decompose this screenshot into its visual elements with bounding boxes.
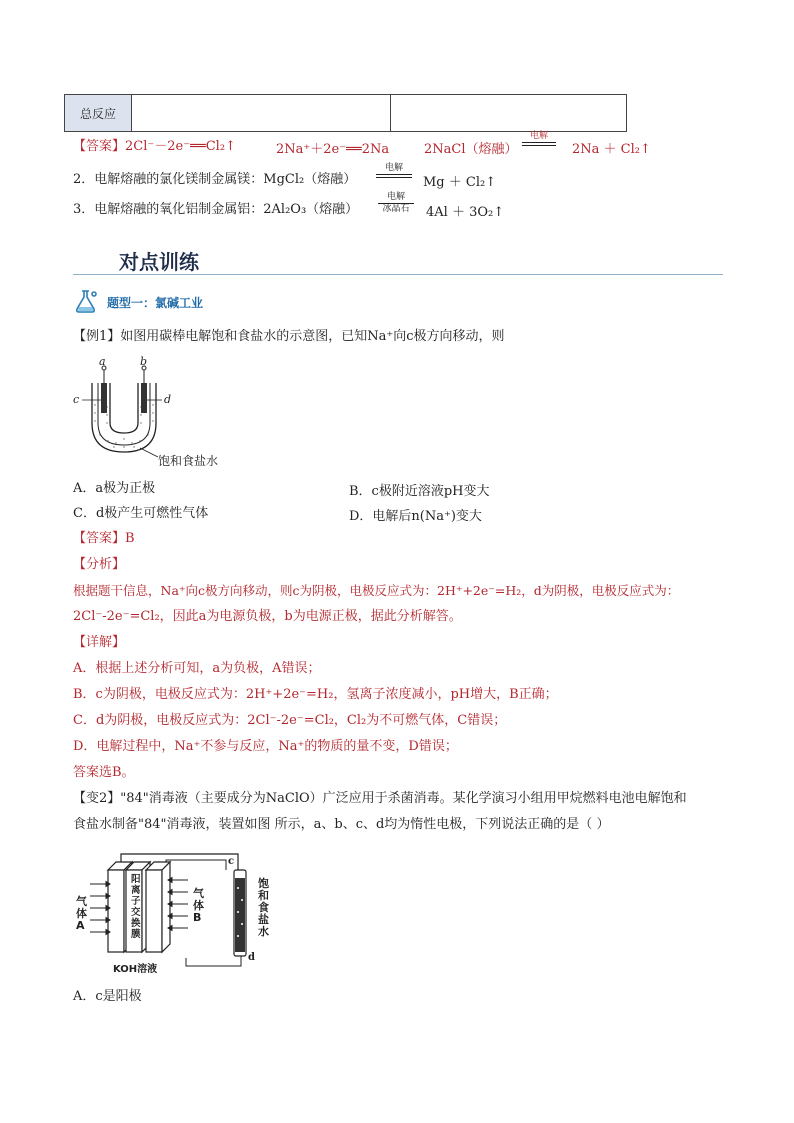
flask-icon [72,288,100,314]
option-b: B．c极附近溶液pH变大 [349,484,490,499]
answer-tag: 【答案】 [73,139,126,154]
conclusion: 答案选B。 [73,765,135,780]
fuel-cell-svg [76,848,276,976]
item-2-text: 2．电解熔融的氯化镁制金属镁：MgCl₂（熔融） [73,172,357,187]
variant-2-line1: 【变2】"84"消毒液（主要成分为NaClO）广泛应用于杀菌消毒。某化学演习小组用甲烷燃料电池电解饱和 [73,791,687,806]
item-3-text: 3．电解熔融的氧化铝制金属铝：2Al₂O₃（熔融） [73,202,359,217]
example-1-question: 【例1】如图用碳棒电解饱和食盐水的示意图，已知Na⁺向c极方向移动，则 [73,329,505,344]
catalyst-label: 冰晶石 [382,204,410,214]
electrolysis-arrow [378,192,414,214]
item-3-products: 4Al ＋ 3O₂↑ [426,205,505,220]
variant-2-option-a: A．c是阳极 [73,989,142,1004]
detail-a: A．根据上述分析可知，a为负极，A错误； [73,661,321,676]
detail-d: D．电解过程中，Na⁺不参与反应，Na⁺的物质的量不变，D错误； [73,739,458,754]
equation-cl: 2Cl⁻－2e⁻══Cl₂↑ [125,139,236,154]
detail-tag: 【详解】 [73,635,126,650]
electrode-d-label: d [164,393,172,406]
membrane-label: 阳离子交换膜 [131,874,141,940]
electrode-d-label: d [248,952,255,963]
gas-a-label: 气体A [76,895,87,932]
reaction-table [64,94,627,132]
fuel-cell-diagram [76,848,276,976]
table-cell [391,95,626,131]
brine-label: 饱和食盐水 [258,877,269,938]
condition-label: 电解 [386,192,405,202]
table-cell [132,95,391,131]
condition-label: 电解 [384,163,403,173]
analysis-tag: 【分析】 [73,557,126,572]
answer-tag: 【答案】B [73,531,135,546]
equation-na: 2Na⁺＋2e⁻══2Na [276,142,390,157]
electrolysis-arrow [522,131,556,146]
condition-label: 电解 [529,131,548,141]
solution-label: 饱和食盐水 [158,454,219,468]
analysis-text: 根据题干信息，Na⁺向c极方向移动，则c为阴极，电极反应式为：2H⁺+2e⁻=H₂，d为阴极，电极反应式为： [73,583,680,598]
electrolysis-arrow [376,163,412,178]
question-type-label: 题型一：氯碱工业 [107,296,204,310]
analysis-text: 2Cl⁻-2e⁻=Cl₂，因此a为电源负极，b为电源正极，据此分析解答。 [73,609,462,624]
item-2-products: Mg ＋ Cl₂↑ [423,175,497,190]
answer-1-line [73,138,236,156]
equation-nacl-right: 2Na ＋ Cl₂↑ [572,142,651,157]
equation-nacl-left: 2NaCl（熔融） [424,142,518,157]
koh-label: KOH溶液 [113,964,158,975]
detail-b: B．c为阴极，电极反应式为：2H⁺+2e⁻=H₂，氢离子浓度减小，pH增大，B正确； [73,687,558,702]
table-row-label: 总反应 [65,95,132,131]
u-tube-diagram [70,355,220,467]
option-c: C．d极产生可燃性气体 [73,506,209,521]
variant-2-line2: 食盐水制备"84"消毒液，装置如图 所示，a、b、c、d均为惰性电极，下列说法正确的是（ ） [73,817,610,832]
option-a: A．a极为正极 [73,481,156,496]
detail-c: C．d为阴极，电极反应式为：2Cl⁻-2e⁻=Cl₂，Cl₂为不可燃气体，C错误； [73,713,507,728]
electrode-b-label: b [140,355,148,368]
electrode-c-label: c [228,856,235,867]
section-divider [73,274,723,275]
electrode-a-label: a [99,355,106,368]
section-title: 对点训练 [119,250,199,274]
gas-b-label: 气体B [193,887,204,924]
electrode-c-label: c [73,393,80,406]
u-tube-svg [70,355,220,467]
option-d: D．电解后n(Na⁺)变大 [349,509,482,524]
